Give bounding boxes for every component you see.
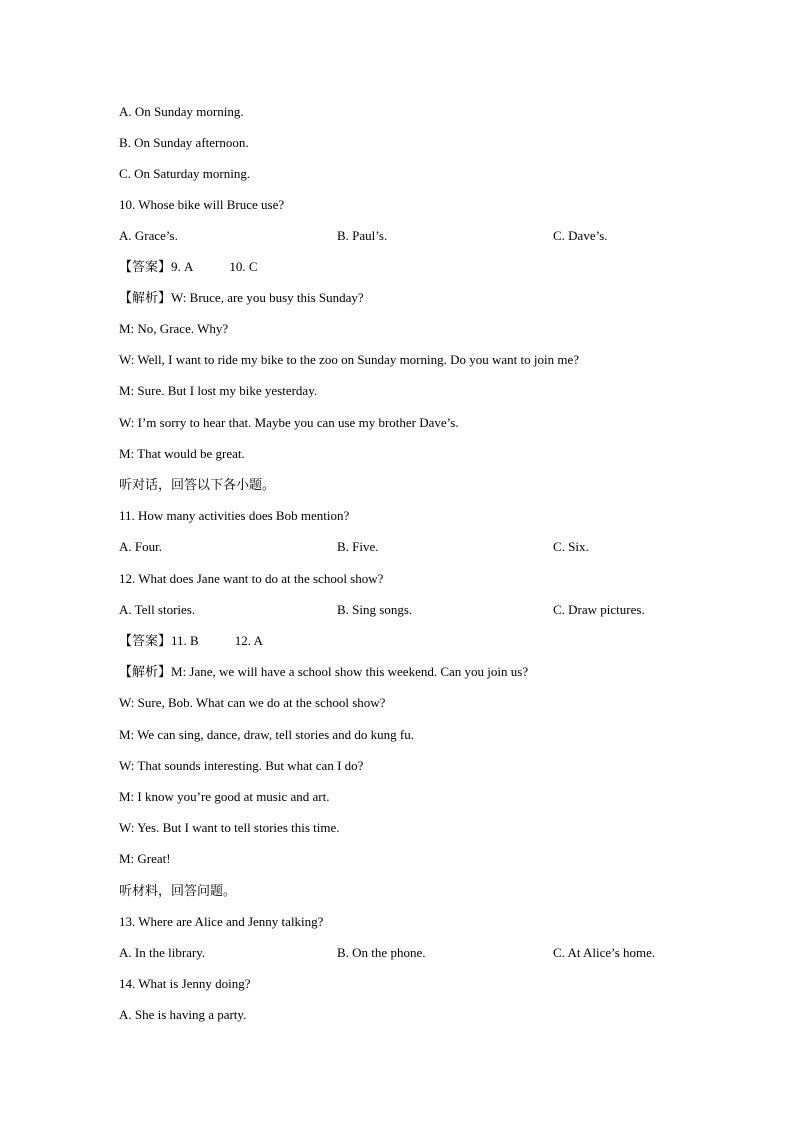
q12-option-b: B. Sing songs. [337,602,413,617]
dialogue-line: M: Sure. But I lost my bike yesterday. [119,383,318,398]
analysis-line [119,290,364,306]
q9-option-c: C. On Saturday morning. [119,166,251,181]
dialogue-line: M: No, Grace. Why? [119,321,229,336]
q13-question: 13. Where are Alice and Jenny talking? [119,914,324,929]
dialogue-line: M: Great! [119,851,171,866]
dialogue-line: W: That sounds interesting. But what can I do? [119,758,364,773]
dialogue-line: W: Well, I want to ride my bike to the zoo on Sunday morning. Do you want to join me? [119,352,580,367]
q10-question: 10. Whose bike will Bruce use? [119,197,285,212]
analysis-label: 【解析】 [119,290,172,305]
answer-11: 11. B [171,633,199,648]
dialogue-line: W: I’m sorry to hear that. Maybe you can use my brother Dave’s. [119,415,459,430]
dialogue-line: W: Yes. But I want to tell stories this time. [119,820,340,835]
q13-option-b: B. On the phone. [337,945,426,960]
q10-option-a: A. Grace’s. [119,228,178,243]
analysis-line [119,664,528,680]
q10-option-c: C. Dave’s. [553,228,608,243]
dialogue-line: M: I know you’re good at music and art. [119,789,330,804]
q10-option-b: B. Paul’s. [337,228,388,243]
answer-label: 【答案】 [119,259,172,274]
answer-block-1 [119,259,258,275]
dialogue-line: W: Bruce, are you busy this Sunday? [171,290,364,305]
answer-9: 9. A [171,259,194,274]
q12-option-c: C. Draw pictures. [553,602,645,617]
answer-12: 12. A [234,633,263,648]
q11-option-a: A. Four. [119,539,162,554]
q13-option-c: C. At Alice’s home. [553,945,656,960]
q11-option-c: C. Six. [553,539,589,554]
q9-option-b: B. On Sunday afternoon. [119,135,249,150]
q13-option-a: A. In the library. [119,945,206,960]
q9-option-a: A. On Sunday morning. [119,104,244,119]
q11-option-b: B. Five. [337,539,379,554]
q12-question: 12. What does Jane want to do at the school show? [119,571,384,586]
answer-label: 【答案】 [119,633,172,648]
q14-option-a: A. She is having a party. [119,1007,247,1022]
answer-block-2 [119,633,263,649]
q14-question: 14. What is Jenny doing? [119,976,251,991]
analysis-label: 【解析】 [119,664,172,679]
answer-10: 10. C [229,259,258,274]
dialogue-line: M: Jane, we will have a school show this weekend. Can you join us? [171,664,529,679]
q12-option-a: A. Tell stories. [119,602,196,617]
section-instruction: 听对话，回答以下各小题。 [119,477,276,492]
q11-question: 11. How many activities does Bob mention? [119,508,350,523]
dialogue-line: M: We can sing, dance, draw, tell stories and do kung fu. [119,727,414,742]
dialogue-line: W: Sure, Bob. What can we do at the school show? [119,695,386,710]
dialogue-line: M: That would be great. [119,446,245,461]
section-instruction: 听材料，回答问题。 [119,883,237,898]
